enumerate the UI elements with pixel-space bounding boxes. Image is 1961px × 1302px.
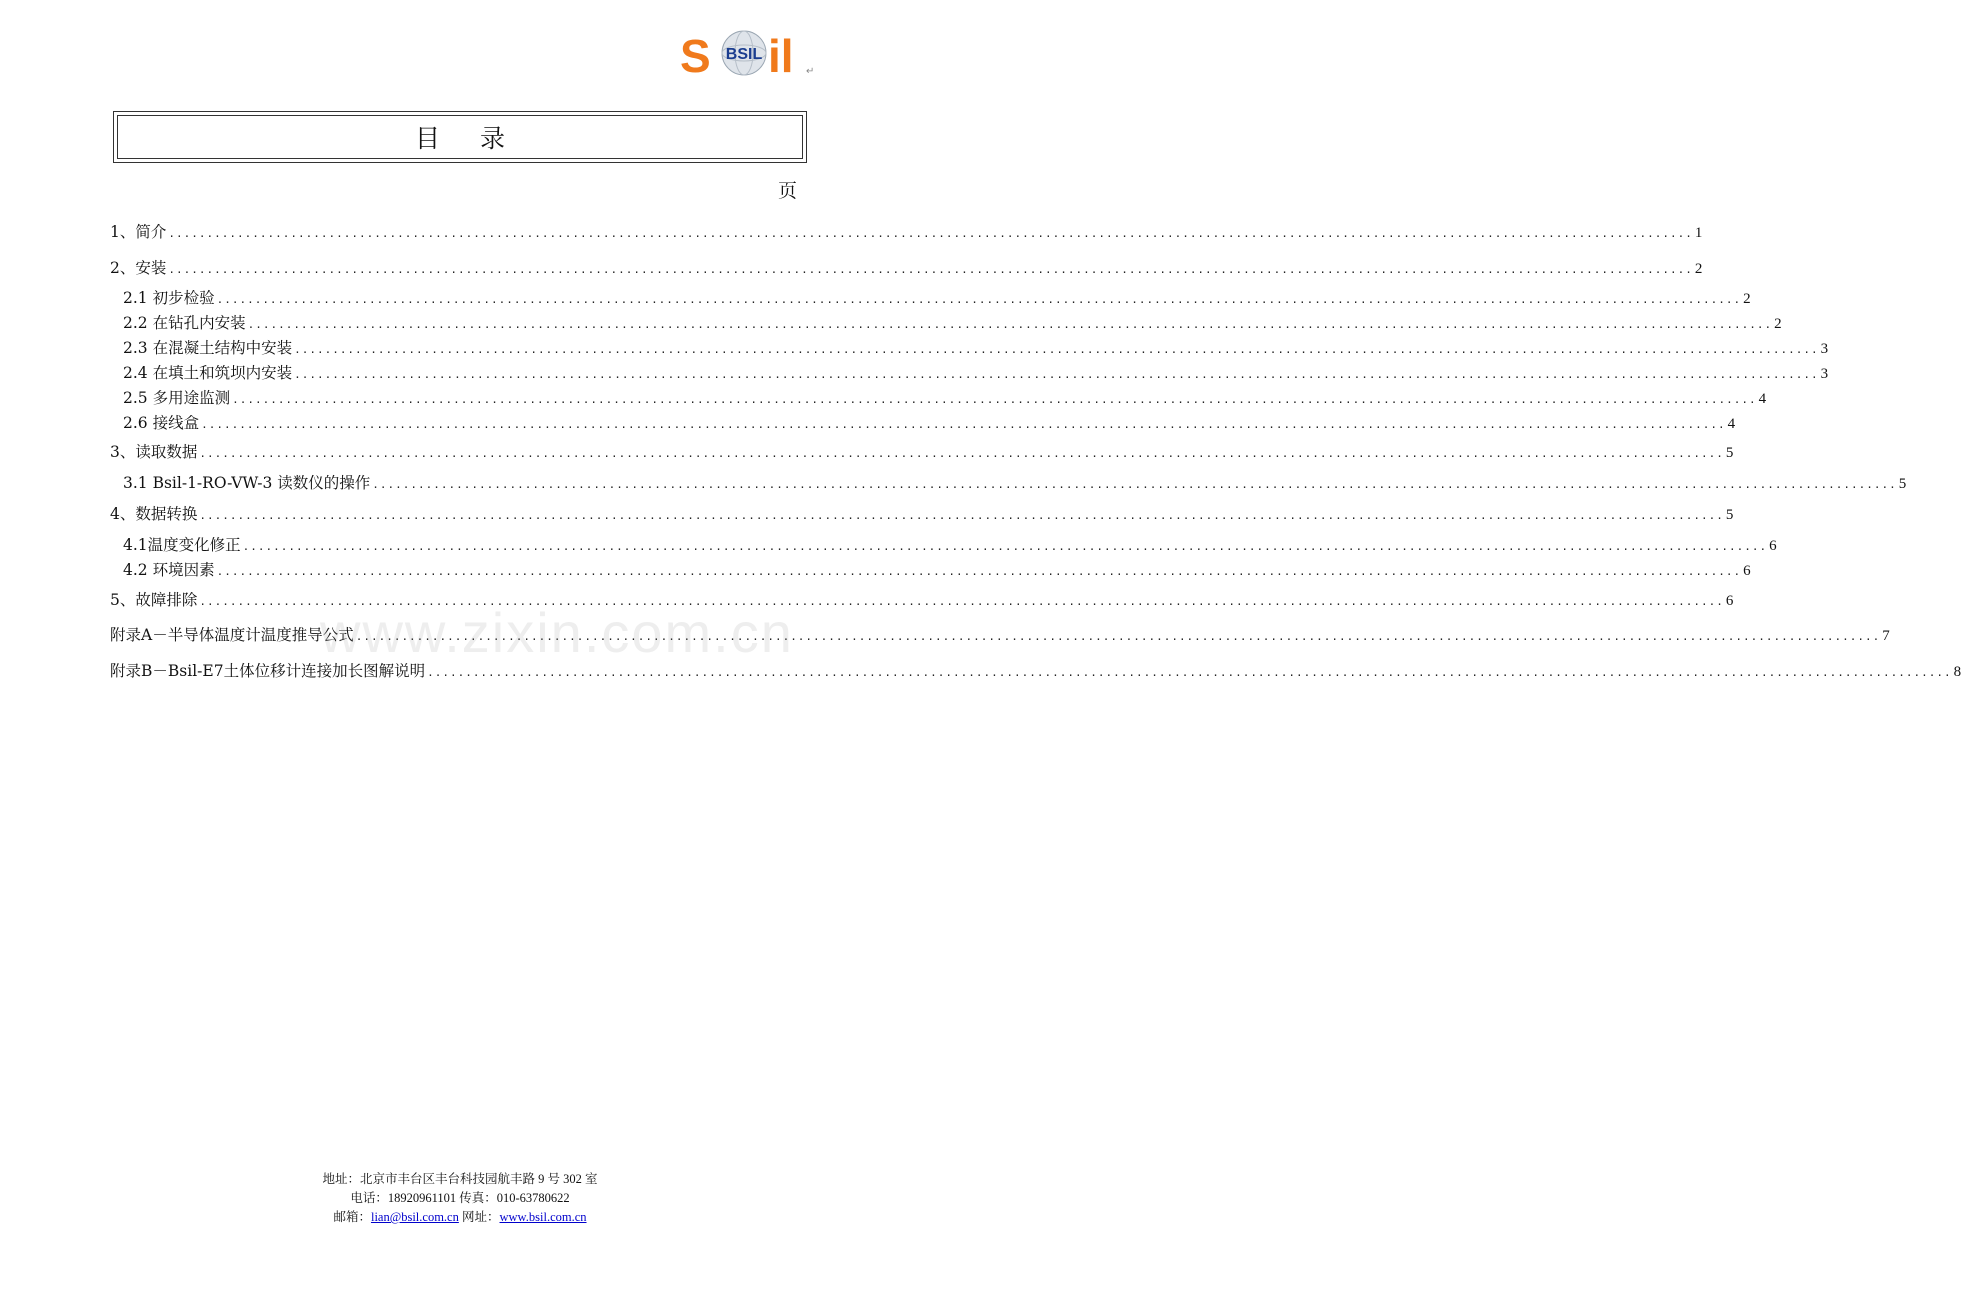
title-inner-border xyxy=(117,115,803,159)
toc-entry-label: 2.2 在钻孔内安装 xyxy=(123,314,246,332)
toc-entry-page: 6 xyxy=(1725,593,1734,609)
toc-entry-page: 7 xyxy=(1882,628,1890,644)
toc-leader-dots: ........................................................................................................................................................................................................ xyxy=(168,263,1693,276)
toc-entry-page: 4 xyxy=(1727,416,1736,432)
toc-entry-label: 2.4 在填土和筑坝内安装 xyxy=(123,364,293,382)
footer-email-link[interactable]: lian@bsil.com.cn xyxy=(370,1210,459,1224)
toc-entry-label: 2.3 在混凝土结构中安装 xyxy=(123,339,293,357)
toc-entry-label: 2.1 初步检验 xyxy=(123,289,215,307)
toc-entry-label: 4.1温度变化修正 xyxy=(123,536,241,554)
toc-entry-number: 4、 xyxy=(110,505,136,523)
title-box xyxy=(113,111,807,163)
toc-entry[interactable] xyxy=(110,442,1734,464)
toc-entry-page: 5 xyxy=(1725,507,1734,523)
toc-leader-dots: ........................................................................................................................................................................................................ xyxy=(199,595,1724,608)
footer-web-link[interactable]: www.bsil.com.cn xyxy=(499,1210,587,1224)
toc-entry-number: 5、 xyxy=(110,591,136,609)
toc-entry-label: 附录A－半导体温度计温度推导公式 xyxy=(110,626,354,644)
toc-entry[interactable] xyxy=(123,560,1751,582)
watermark: www.zixin.com.cn xyxy=(320,601,794,664)
toc-entry-label: 3.1 Bsil-1-RO-VW-3 读数仪的操作 xyxy=(123,474,371,492)
toc-leader-dots: ........................................................................................................................................................................................................ xyxy=(247,318,1773,331)
toc-entry-label: 故障排除 xyxy=(135,591,198,609)
page-column-label: 页 xyxy=(778,180,798,202)
logo-letter-s: S xyxy=(680,30,711,82)
toc-entry-page: 5 xyxy=(1725,445,1734,461)
toc-entry[interactable] xyxy=(110,222,1703,244)
toc-entry-page: 2 xyxy=(1774,316,1782,332)
toc-leader-dots: ........................................................................................................................................................................................................ xyxy=(427,666,1952,679)
logo-letters-il: il xyxy=(768,30,794,82)
toc-leader-dots: ........................................................................................................................................................................................................ xyxy=(355,630,1881,643)
toc-leader-dots: ........................................................................................................................................................................................................ xyxy=(168,227,1693,240)
toc-entry-page: 8 xyxy=(1953,664,1961,680)
toc-entry[interactable] xyxy=(110,504,1734,526)
toc-entry[interactable] xyxy=(123,313,1782,335)
toc-leader-dots: ........................................................................................................................................................................................................ xyxy=(294,343,1819,356)
logo-text: BSIL xyxy=(725,46,763,63)
toc-entry-number: 3、 xyxy=(110,443,136,461)
page-title: 目录 xyxy=(414,124,545,153)
footer-phone: 电话：18920961101 传真：010-63780622 xyxy=(350,1191,570,1205)
toc-entry-page: 3 xyxy=(1820,366,1829,382)
company-logo xyxy=(680,26,808,80)
toc-entry[interactable] xyxy=(110,258,1703,280)
toc-entry-page: 6 xyxy=(1769,538,1777,554)
toc-entry[interactable] xyxy=(123,388,1767,410)
toc-entry[interactable] xyxy=(123,363,1829,385)
toc-entry-label: 4.2 环境因素 xyxy=(123,561,215,579)
footer-address: 地址：北京市丰台区丰台科技园航丰路 9 号 302 室 xyxy=(322,1172,598,1186)
toc-entry-label: 附录B－Bsil-E7土体位移计连接加长图解说明 xyxy=(110,662,426,680)
toc-leader-dots: ........................................................................................................................................................................................................ xyxy=(216,293,1742,306)
toc-entry-page: 2 xyxy=(1694,261,1703,277)
toc-entry-number: 1、 xyxy=(110,223,136,241)
footer-email-label: 邮箱： xyxy=(333,1210,371,1224)
toc-entry[interactable] xyxy=(123,338,1829,360)
toc-entry-label: 数据转换 xyxy=(135,505,198,523)
toc-leader-dots: ........................................................................................................................................................................................................ xyxy=(294,368,1819,381)
toc-entry-page: 6 xyxy=(1743,563,1751,579)
toc-entry-page: 4 xyxy=(1758,391,1767,407)
toc-leader-dots: ........................................................................................................................................................................................................ xyxy=(216,565,1742,578)
toc-entry[interactable] xyxy=(123,473,1907,495)
toc-entry-label: 读取数据 xyxy=(135,443,198,461)
toc-leader-dots: ........................................................................................................................................................................................................ xyxy=(201,418,1726,431)
toc-leader-dots: ........................................................................................................................................................................................................ xyxy=(232,393,1757,406)
toc-entry-number: 2、 xyxy=(110,259,136,277)
toc-entry-page: 3 xyxy=(1820,341,1829,357)
toc-leader-dots: ........................................................................................................................................................................................................ xyxy=(199,447,1724,460)
toc-entry-page: 1 xyxy=(1694,225,1703,241)
toc-entry-label: 2.6 接线盒 xyxy=(123,414,200,432)
toc-entry-page: 2 xyxy=(1743,291,1751,307)
footer-contact xyxy=(0,1208,920,1227)
toc-entry[interactable] xyxy=(123,535,1777,557)
footer-web-label: 网址： xyxy=(461,1210,500,1224)
toc-entry-label: 2.5 多用途监测 xyxy=(123,389,231,407)
toc-entry-label: 安装 xyxy=(135,259,167,277)
toc-entry[interactable] xyxy=(123,413,1736,435)
toc-entry-page: 5 xyxy=(1898,476,1907,492)
toc-entry-label: 简介 xyxy=(135,223,167,241)
toc-entry[interactable] xyxy=(123,288,1751,310)
paragraph-mark-icon: ↵ xyxy=(806,66,815,77)
toc-leader-dots: ........................................................................................................................................................................................................ xyxy=(199,509,1724,522)
toc-leader-dots: ........................................................................................................................................................................................................ xyxy=(242,540,1768,553)
toc-leader-dots: ........................................................................................................................................................................................................ xyxy=(372,478,1897,491)
